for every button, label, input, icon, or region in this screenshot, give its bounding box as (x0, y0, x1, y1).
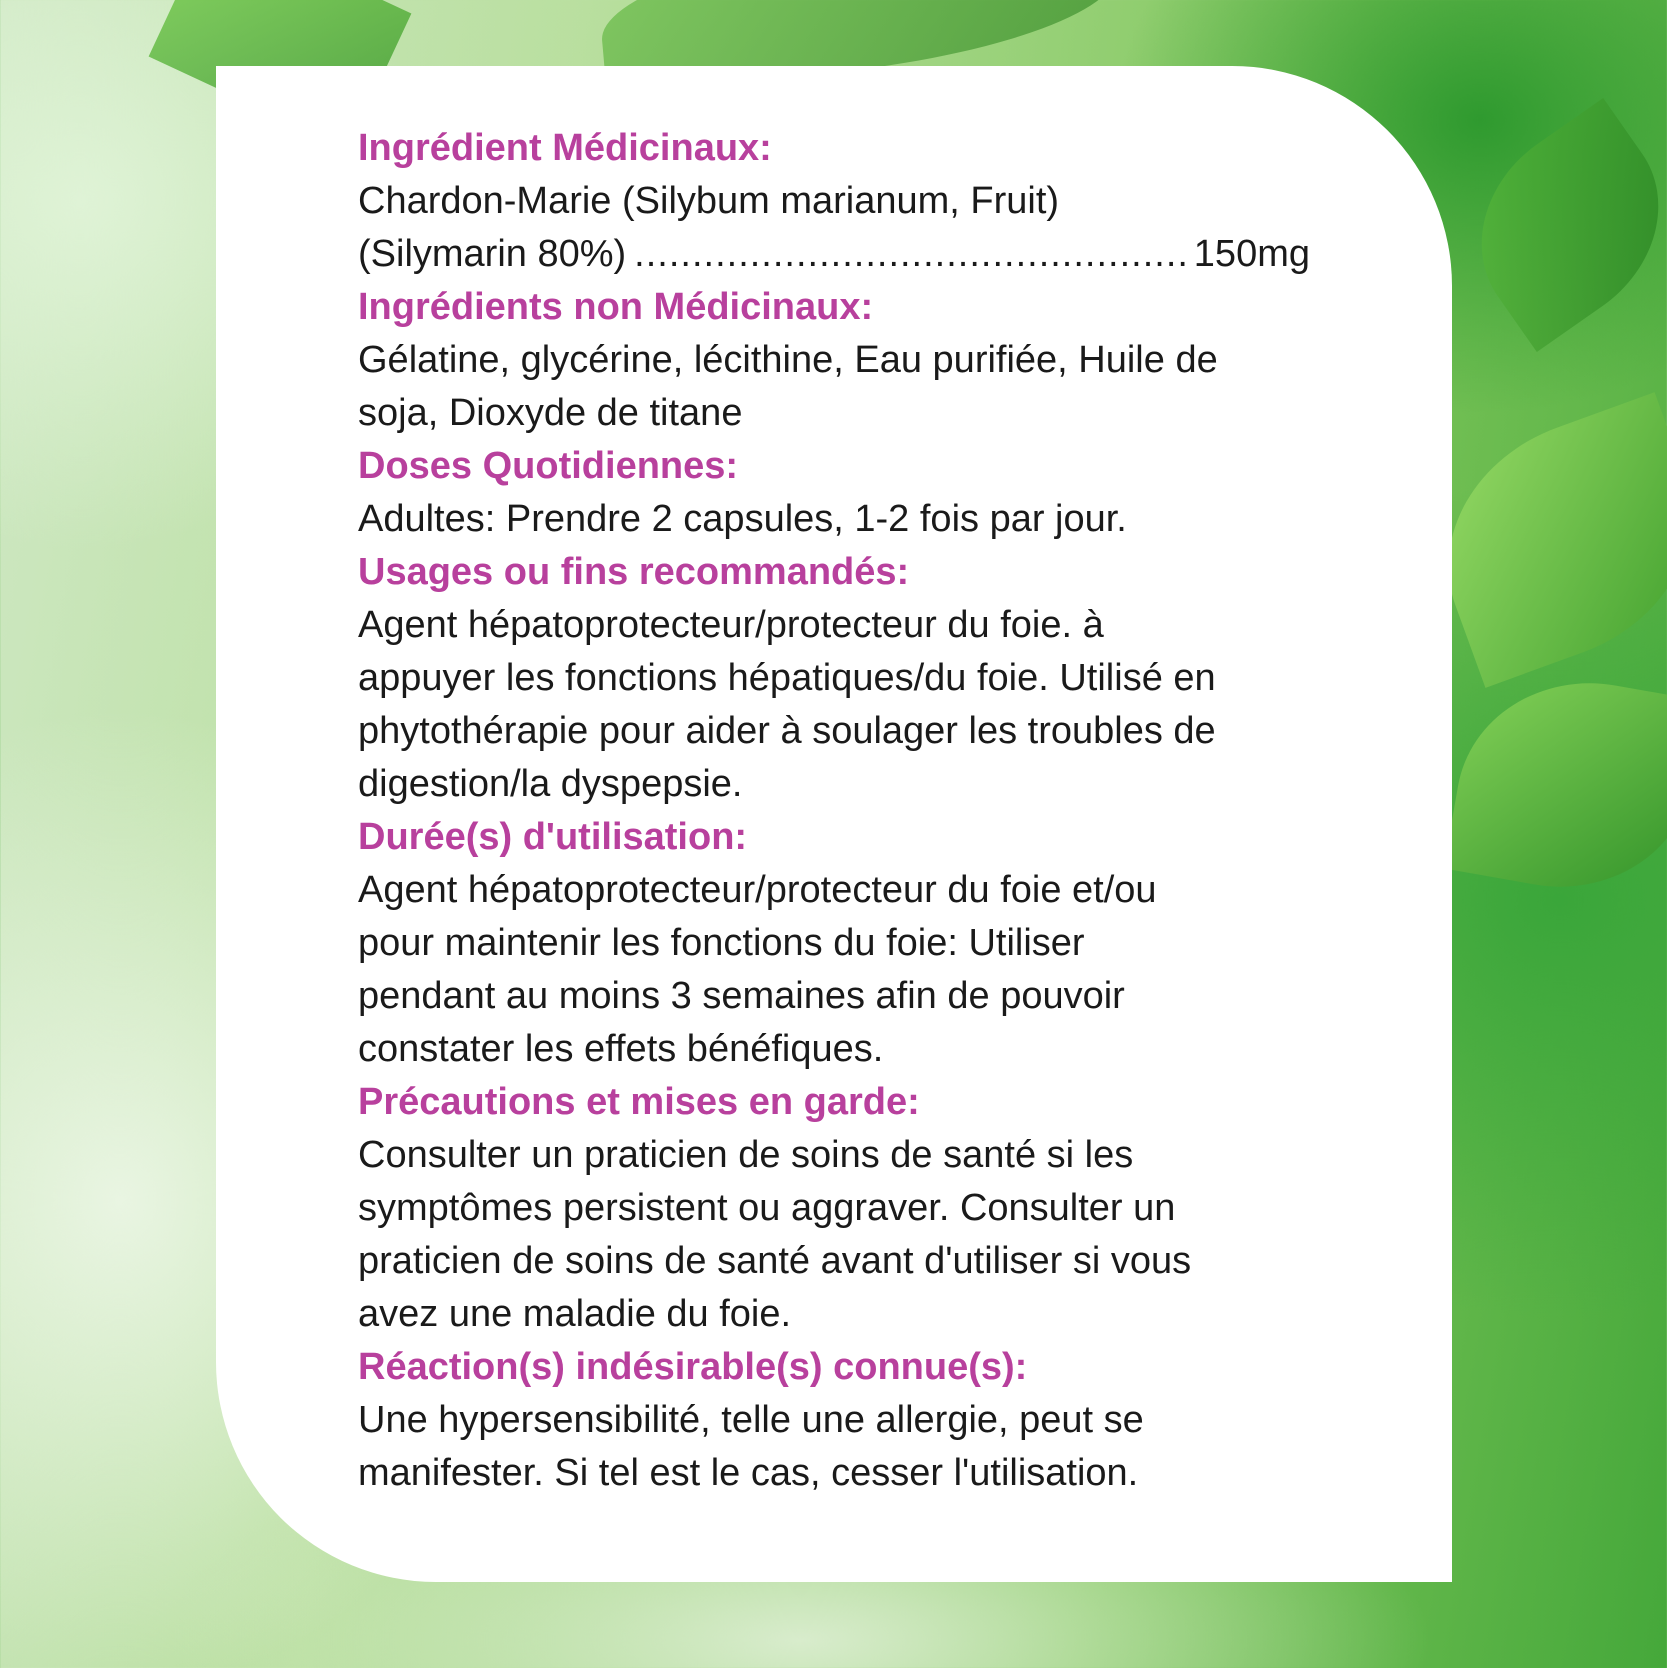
body-line: Une hypersensibilité, telle une allergie, peut se (358, 1399, 1144, 1441)
body-line: Chardon-Marie (Silybum marianum, Fruit) (358, 180, 1060, 222)
dose-line (358, 228, 1310, 281)
section-heading: Usages ou fins recommandés: (358, 551, 910, 593)
body-line: Agent hépatoprotecteur/protecteur du foie et/ou (358, 869, 1157, 911)
body-line: Agent hépatoprotecteur/protecteur du foie. à (358, 604, 1104, 646)
dose-ingredient: (Silymarin 80%) (358, 233, 627, 275)
section-recommended-uses (358, 546, 1452, 811)
dot-leader (634, 228, 1186, 281)
body-line: pour maintenir les fonctions du foie: Utiliser (358, 922, 1085, 964)
body-line: soja, Dioxyde de titane (358, 392, 743, 434)
section-adverse-reactions (358, 1341, 1452, 1500)
section-medicinal-ingredients (358, 122, 1452, 281)
section-heading: Précautions et mises en garde: (358, 1081, 920, 1123)
section-daily-doses (358, 440, 1452, 546)
body-line: pendant au moins 3 semaines afin de pouvoir (358, 975, 1125, 1017)
body-line: appuyer les fonctions hépatiques/du foie. Utilisé en (358, 657, 1216, 699)
body-line: constater les effets bénéfiques. (358, 1028, 884, 1070)
body-line: Adultes: Prendre 2 capsules, 1-2 fois par jour. (358, 498, 1127, 540)
section-heading: Ingrédient Médicinaux: (358, 127, 772, 169)
background-leaf (1439, 98, 1667, 352)
section-heading: Doses Quotidiennes: (358, 445, 739, 487)
section-heading: Durée(s) d'utilisation: (358, 816, 748, 858)
body-line: digestion/la dyspepsie. (358, 763, 743, 805)
body-line: praticien de soins de santé avant d'utiliser si vous (358, 1240, 1192, 1282)
background-leaf (1444, 662, 1667, 909)
section-heading: Réaction(s) indésirable(s) connue(s): (358, 1346, 1028, 1388)
body-line: Consulter un praticien de soins de santé si les (358, 1134, 1134, 1176)
body-line: phytothérapie pour aider à soulager les troubles de (358, 710, 1216, 752)
body-line: manifester. Si tel est le cas, cesser l'utilisation. (358, 1452, 1139, 1494)
section-duration-of-use (358, 811, 1452, 1076)
body-line: symptômes persistent ou aggraver. Consulter un (358, 1187, 1176, 1229)
section-non-medicinal-ingredients (358, 281, 1452, 440)
section-precautions (358, 1076, 1452, 1341)
dose-amount: 150mg (1193, 233, 1310, 275)
body-line: avez une maladie du foie. (358, 1293, 792, 1335)
body-line: Gélatine, glycérine, lécithine, Eau purifiée, Huile de (358, 339, 1218, 381)
info-card (216, 66, 1452, 1582)
section-heading: Ingrédients non Médicinaux: (358, 286, 874, 328)
